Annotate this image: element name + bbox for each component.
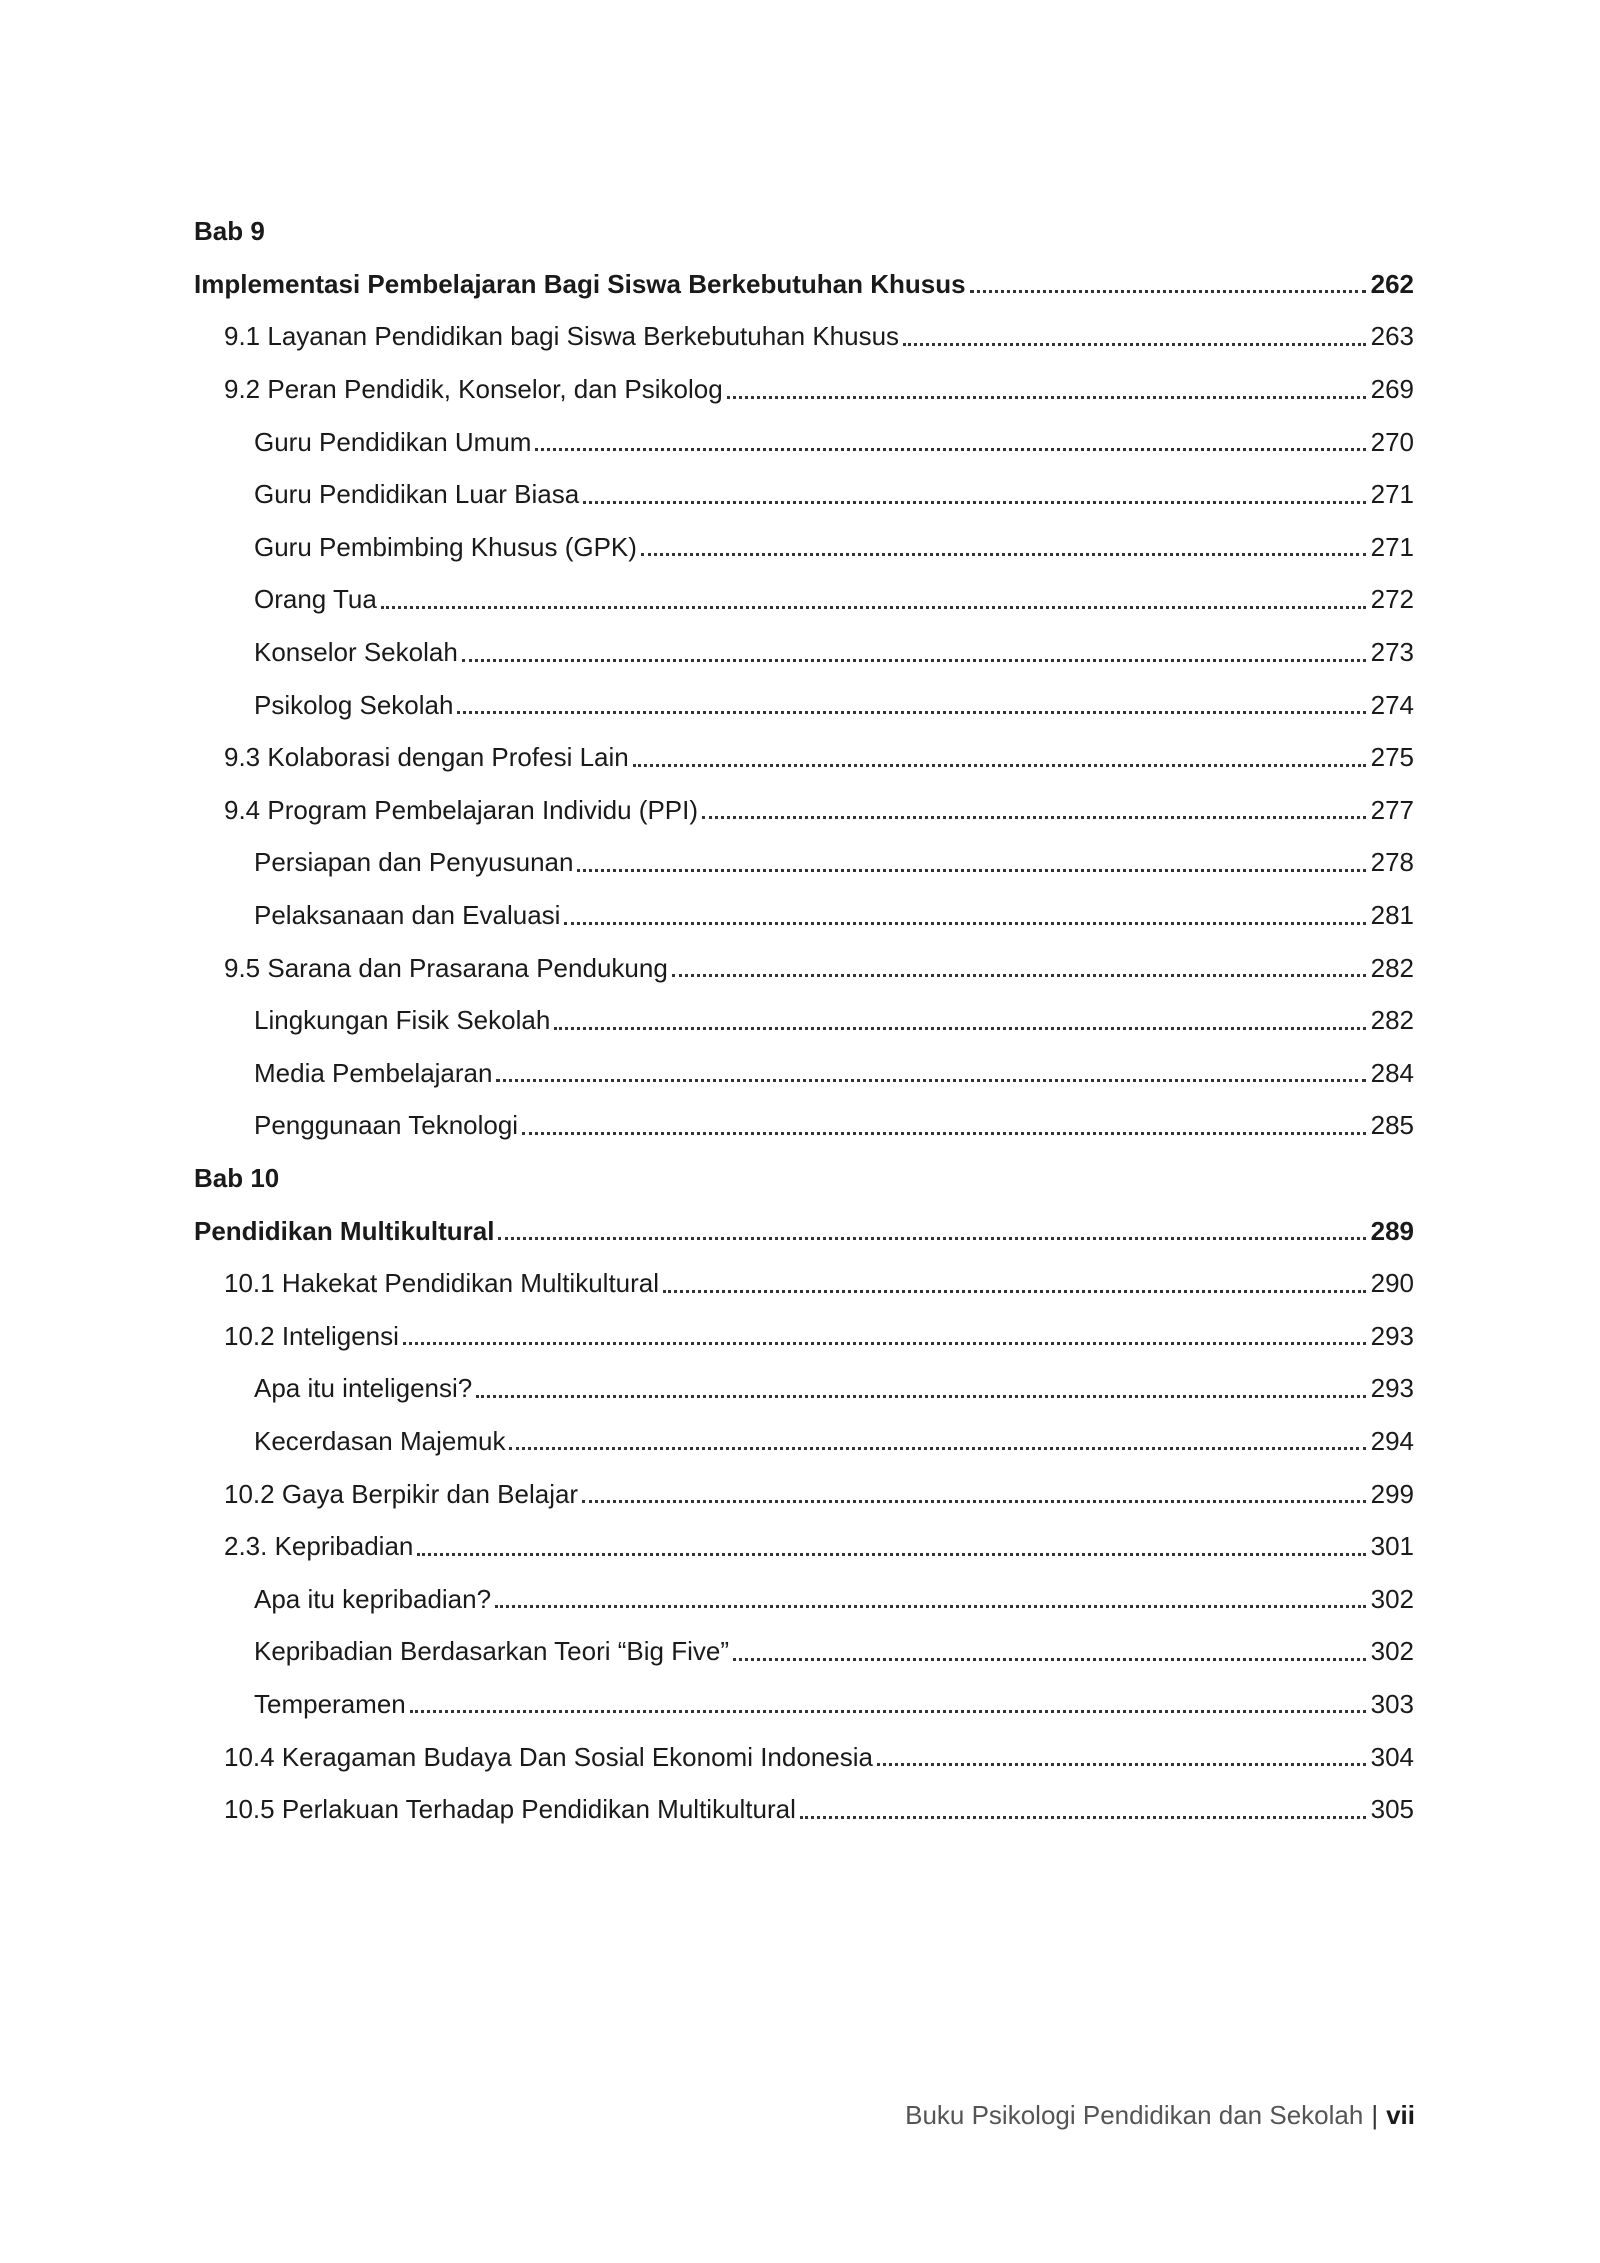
toc-entry-title: 9.2 Peran Pendidik, Konselor, dan Psikolog <box>224 374 723 405</box>
toc-entry-page-number: 269 <box>1370 374 1414 405</box>
toc-entry[interactable] <box>194 941 1414 994</box>
toc-entry-title: Bab 9 <box>194 216 265 247</box>
toc-entry-title: 9.3 Kolaborasi dengan Profesi Lain <box>224 742 629 773</box>
toc-entry[interactable] <box>194 1572 1414 1625</box>
toc-entry-page-number: 263 <box>1370 321 1414 352</box>
toc-entry[interactable] <box>194 468 1414 521</box>
toc-entry-title: 10.2 Inteligensi <box>224 1320 399 1351</box>
toc-entry[interactable] <box>194 573 1414 626</box>
toc-entry-page-number: 262 <box>1370 268 1414 299</box>
toc-entry[interactable] <box>194 1362 1414 1415</box>
toc-entry-title: Konselor Sekolah <box>254 637 458 668</box>
footer-book-title: Buku Psikologi Pendidikan dan Sekolah <box>905 2100 1364 2130</box>
toc-entry[interactable] <box>194 784 1414 837</box>
dot-leader <box>877 1763 1366 1766</box>
toc-entry[interactable] <box>194 1520 1414 1573</box>
toc-entry[interactable] <box>194 1730 1414 1783</box>
dot-leader <box>970 290 1366 293</box>
toc-entry[interactable] <box>194 1309 1414 1362</box>
dot-leader <box>702 816 1366 819</box>
toc-entry-title: 9.1 Layanan Pendidikan bagi Siswa Berkebutuhan Khusus <box>224 321 900 352</box>
toc-entry-page-number: 281 <box>1370 900 1414 931</box>
toc-entry-title: 10.2 Gaya Berpikir dan Belajar <box>224 1478 579 1509</box>
toc-entry-page-number: 282 <box>1370 952 1414 983</box>
dot-leader <box>417 1553 1366 1556</box>
toc-entry-title: Temperamen <box>254 1688 406 1719</box>
toc-entry-title: Apa itu kepribadian? <box>254 1583 492 1614</box>
toc-entry-page-number: 277 <box>1370 794 1414 825</box>
toc-entry-title: 10.4 Keragaman Budaya Dan Sosial Ekonomi Indonesia <box>224 1741 873 1772</box>
footer-separator: | <box>1371 2100 1379 2130</box>
toc-entry-title: 9.4 Program Pembelajaran Individu (PPI) <box>224 794 699 825</box>
toc-entry[interactable] <box>194 1625 1414 1678</box>
dot-leader <box>495 1605 1366 1608</box>
toc-entry-page-number: 290 <box>1370 1268 1414 1299</box>
dot-leader <box>727 396 1366 399</box>
page-footer <box>905 2100 1415 2131</box>
dot-leader <box>641 553 1366 556</box>
dot-leader <box>381 606 1366 609</box>
toc-entry[interactable] <box>194 678 1414 731</box>
dot-leader <box>476 1395 1366 1398</box>
table-of-contents <box>194 205 1414 1835</box>
toc-entry-page-number: 282 <box>1370 1005 1414 1036</box>
toc-entry-page-number: 301 <box>1370 1531 1414 1562</box>
toc-entry-title: Guru Pendidikan Luar Biasa <box>254 479 580 510</box>
dot-leader <box>672 974 1366 977</box>
toc-entry-page-number: 273 <box>1370 637 1414 668</box>
dot-leader <box>498 1237 1366 1240</box>
toc-entry-page-number: 271 <box>1370 479 1414 510</box>
dot-leader <box>509 1447 1366 1450</box>
toc-entry-page-number: 293 <box>1370 1373 1414 1404</box>
toc-entry[interactable] <box>194 994 1414 1047</box>
toc-entry-title: Orang Tua <box>254 584 377 615</box>
toc-entry-title: Apa itu inteligensi? <box>254 1373 473 1404</box>
dot-leader <box>733 1658 1366 1661</box>
dot-leader <box>577 869 1366 872</box>
toc-entry[interactable] <box>194 415 1414 468</box>
toc-entry-page-number: 274 <box>1370 689 1414 720</box>
toc-entry[interactable] <box>194 1204 1414 1257</box>
toc-entry-page-number: 299 <box>1370 1478 1414 1509</box>
toc-entry[interactable] <box>194 1257 1414 1310</box>
toc-entry[interactable] <box>194 1678 1414 1731</box>
toc-entry[interactable] <box>194 889 1414 942</box>
toc-entry[interactable] <box>194 310 1414 363</box>
toc-entry-page-number: 302 <box>1370 1636 1414 1667</box>
toc-entry-page-number: 285 <box>1370 1110 1414 1141</box>
toc-entry[interactable] <box>194 626 1414 679</box>
toc-bab-heading <box>194 1152 1414 1205</box>
toc-entry-page-number: 305 <box>1370 1794 1414 1825</box>
toc-entry-page-number: 275 <box>1370 742 1414 773</box>
dot-leader <box>535 448 1366 451</box>
toc-entry-title: Kepribadian Berdasarkan Teori “Big Five” <box>254 1636 729 1667</box>
dot-leader <box>663 1290 1366 1293</box>
toc-entry-title: 10.1 Hakekat Pendidikan Multikultural <box>224 1268 660 1299</box>
toc-entry-title: 10.5 Perlakuan Terhadap Pendidikan Multikultural <box>224 1794 796 1825</box>
toc-entry[interactable] <box>194 1783 1414 1836</box>
toc-entry-title: Penggunaan Teknologi <box>254 1110 519 1141</box>
toc-bab-heading <box>194 205 1414 258</box>
toc-entry-page-number: 284 <box>1370 1057 1414 1088</box>
dot-leader <box>633 764 1366 767</box>
toc-entry-title: Psikolog Sekolah <box>254 689 454 720</box>
dot-leader <box>554 1027 1366 1030</box>
toc-entry-title: Pendidikan Multikultural <box>194 1215 495 1246</box>
toc-entry-page-number: 304 <box>1370 1741 1414 1772</box>
toc-entry-page-number: 270 <box>1370 426 1414 457</box>
toc-entry-title: Persiapan dan Penyusunan <box>254 847 574 878</box>
toc-entry[interactable] <box>194 258 1414 311</box>
toc-entry-title: Lingkungan Fisik Sekolah <box>254 1005 551 1036</box>
dot-leader <box>583 501 1366 504</box>
toc-entry-title: Bab 10 <box>194 1162 280 1193</box>
toc-entry[interactable] <box>194 1467 1414 1520</box>
toc-entry[interactable] <box>194 521 1414 574</box>
dot-leader <box>800 1816 1366 1819</box>
dot-leader <box>457 711 1366 714</box>
dot-leader <box>522 1132 1366 1135</box>
footer-page-number: vii <box>1386 2100 1415 2130</box>
toc-entry[interactable] <box>194 836 1414 889</box>
toc-entry-title: Implementasi Pembelajaran Bagi Siswa Berkebutuhan Khusus <box>194 268 966 299</box>
dot-leader <box>496 1079 1366 1082</box>
toc-entry[interactable] <box>194 1099 1414 1152</box>
dot-leader <box>903 343 1366 346</box>
toc-entry-title: Kecerdasan Majemuk <box>254 1425 506 1456</box>
toc-entry[interactable] <box>194 363 1414 416</box>
toc-entry-page-number: 302 <box>1370 1583 1414 1614</box>
toc-entry-title: 9.5 Sarana dan Prasarana Pendukung <box>224 952 668 983</box>
dot-leader <box>403 1342 1366 1345</box>
toc-entry-page-number: 271 <box>1370 531 1414 562</box>
toc-entry[interactable] <box>194 1047 1414 1100</box>
toc-entry-title: Guru Pembimbing Khusus (GPK) <box>254 531 637 562</box>
dot-leader <box>582 1500 1366 1503</box>
toc-entry-page-number: 294 <box>1370 1425 1414 1456</box>
toc-entry-page-number: 293 <box>1370 1320 1414 1351</box>
toc-entry-title: Media Pembelajaran <box>254 1057 493 1088</box>
toc-entry-title: 2.3. Kepribadian <box>224 1531 414 1562</box>
toc-entry[interactable] <box>194 731 1414 784</box>
dot-leader <box>564 922 1366 925</box>
dot-leader <box>462 659 1366 662</box>
toc-entry-page-number: 278 <box>1370 847 1414 878</box>
toc-entry-title: Pelaksanaan dan Evaluasi <box>254 900 561 931</box>
toc-entry[interactable] <box>194 1415 1414 1468</box>
toc-entry-title: Guru Pendidikan Umum <box>254 426 532 457</box>
dot-leader <box>410 1710 1366 1713</box>
toc-entry-page-number: 303 <box>1370 1688 1414 1719</box>
toc-entry-page-number: 289 <box>1370 1215 1414 1246</box>
toc-entry-page-number: 272 <box>1370 584 1414 615</box>
